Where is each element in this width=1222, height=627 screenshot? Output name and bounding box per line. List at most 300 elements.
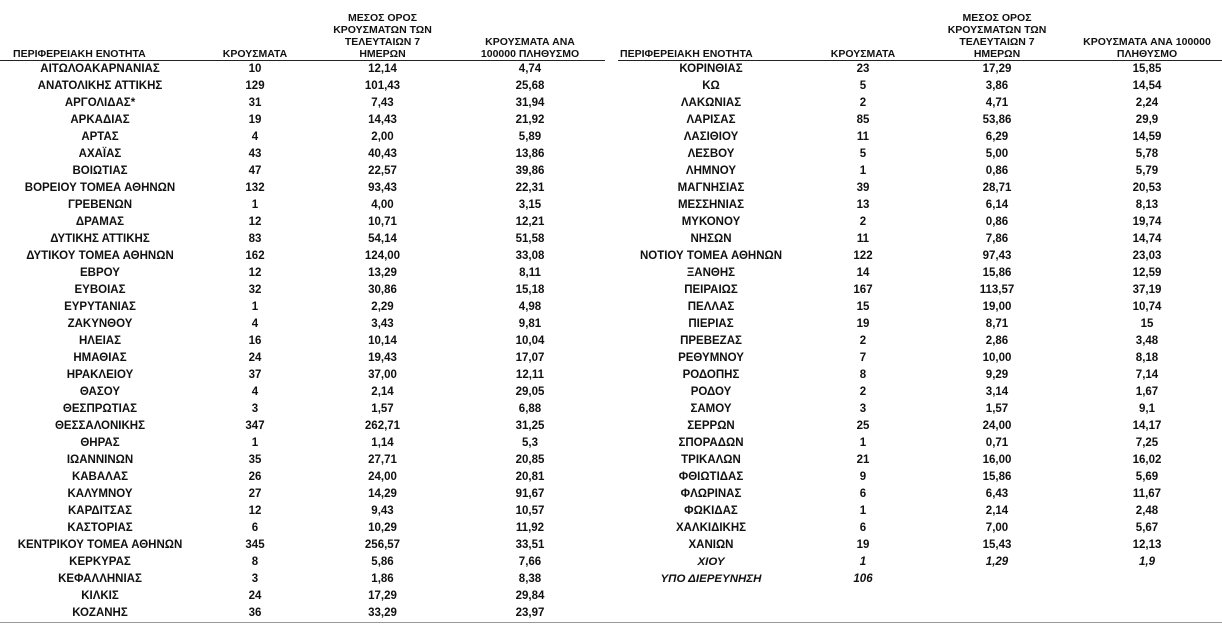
cases-cell: 7 — [859, 352, 867, 364]
table-row — [0, 605, 605, 622]
table-row — [0, 95, 605, 112]
cases-cell: 1 — [251, 199, 259, 211]
per100k-cell: 5,69 — [1135, 471, 1159, 483]
avg7-cell: 40,43 — [368, 148, 397, 160]
per100k-cell: 12,21 — [515, 216, 545, 228]
per100k-cell: 16,02 — [1132, 454, 1162, 466]
cases-cell: 27 — [248, 488, 262, 500]
avg7-cell: 2,00 — [371, 131, 394, 143]
region-cell: ΜΥΚΟΝΟΥ — [681, 216, 741, 228]
table-row — [618, 333, 1222, 350]
avg7-cell: 6,43 — [985, 488, 1009, 500]
table-row — [0, 486, 605, 503]
cases-cell: 2 — [859, 216, 867, 228]
cases-cell: 5 — [859, 80, 867, 92]
avg7-cell: 19,00 — [982, 301, 1012, 313]
region-cell: ΚΟΖΑΝΗΣ — [72, 607, 128, 619]
avg7-cell: 10,14 — [368, 335, 397, 347]
per100k-cell: 10,04 — [515, 335, 545, 347]
table-row — [618, 401, 1222, 418]
per100k-cell: 9,81 — [518, 318, 542, 330]
cases-cell: 12 — [248, 267, 262, 279]
avg7-cell: 262,71 — [364, 420, 401, 432]
cases-cell: 3 — [251, 573, 259, 585]
table-row — [618, 384, 1222, 401]
avg7-cell: 13,29 — [368, 267, 397, 279]
avg7-cell: 12,14 — [368, 63, 397, 75]
cases-cell: 122 — [853, 250, 873, 262]
avg7-cell: 5,86 — [371, 556, 394, 568]
cases-cell: 83 — [248, 233, 262, 245]
avg7-cell: 0,86 — [985, 165, 1009, 177]
region-cell: ΒΟΙΩΤΙΑΣ — [72, 165, 128, 177]
per100k-cell: 14,54 — [1132, 80, 1162, 92]
table-row — [0, 61, 605, 79]
region-cell: ΑΡΤΑΣ — [81, 131, 119, 143]
region-cell: ΧΑΝΙΩΝ — [688, 539, 734, 551]
header-per100k: ΚΡΟΥΣΜΑΤΑ ΑΝΑ 100000 ΠΛΗΘΥΣΜΟ — [480, 36, 580, 60]
table-row — [618, 486, 1222, 503]
region-cell: ΜΕΣΣΗΝΙΑΣ — [677, 199, 745, 211]
cases-table-left — [0, 0, 605, 622]
per100k-cell: 5,78 — [1135, 148, 1159, 160]
cases-cell: 1 — [859, 556, 867, 568]
cases-cell: 3 — [251, 403, 259, 415]
table-row — [618, 61, 1222, 79]
avg7-cell: 6,14 — [985, 199, 1009, 211]
cases-cell: 35 — [248, 454, 262, 466]
table-row — [618, 265, 1222, 282]
region-cell: ΔΡΑΜΑΣ — [75, 216, 125, 228]
avg7-cell: 3,86 — [985, 80, 1009, 92]
cases-cell: 12 — [248, 216, 262, 228]
avg7-cell: 3,43 — [371, 318, 394, 330]
per100k-cell: 20,85 — [515, 454, 545, 466]
cases-cell: 6 — [859, 488, 867, 500]
table-row — [0, 520, 605, 537]
region-cell: ΝΗΣΩΝ — [690, 233, 732, 245]
avg7-cell: 4,71 — [985, 97, 1009, 109]
table-row — [618, 520, 1222, 537]
cases-cell: 85 — [856, 114, 870, 126]
per100k-cell: 3,48 — [1135, 335, 1159, 347]
cases-cell: 19 — [248, 114, 262, 126]
cases-cell: 1 — [251, 437, 259, 449]
per100k-cell: 15 — [1140, 318, 1154, 330]
per100k-cell: 31,25 — [515, 420, 545, 432]
avg7-cell: 14,43 — [368, 114, 397, 126]
table-row — [618, 163, 1222, 180]
cases-cell: 8 — [859, 369, 867, 381]
per100k-cell: 1,9 — [1139, 556, 1155, 568]
per100k-cell: 3,15 — [518, 199, 542, 211]
per100k-cell: 12,13 — [1132, 539, 1162, 551]
region-cell: ΠΕΙΡΑΙΩΣ — [684, 284, 738, 296]
region-cell: ΞΑΝΘΗΣ — [686, 267, 736, 279]
region-cell: ΦΘΙΩΤΙΔΑΣ — [678, 471, 744, 483]
avg7-cell: 256,57 — [364, 539, 401, 551]
avg7-cell: 2,29 — [371, 301, 394, 313]
table-row — [0, 231, 605, 248]
cases-cell: 25 — [856, 420, 870, 432]
avg7-cell: 0,86 — [985, 216, 1009, 228]
region-cell: ΠΙΕΡΙΑΣ — [688, 318, 734, 330]
region-cell: ΕΥΒΟΙΑΣ — [74, 284, 126, 296]
cases-cell: 132 — [245, 182, 265, 194]
table-row — [0, 469, 605, 486]
cases-cell: 6 — [251, 522, 259, 534]
region-cell: ΛΑΚΩΝΙΑΣ — [680, 97, 742, 109]
avg7-cell: 2,86 — [985, 335, 1009, 347]
cases-cell: 31 — [248, 97, 262, 109]
per100k-cell: 25,68 — [515, 80, 545, 92]
table-row — [0, 163, 605, 180]
per100k-cell: 31,94 — [515, 97, 545, 109]
per100k-cell: 4,98 — [518, 301, 542, 313]
table-row — [618, 503, 1222, 520]
per100k-cell: 8,38 — [518, 573, 542, 585]
avg7-cell: 101,43 — [364, 80, 401, 92]
region-cell: ΚΙΛΚΙΣ — [81, 590, 119, 602]
region-cell: ΚΟΡΙΝΘΙΑΣ — [679, 63, 743, 75]
region-cell: ΚΑΡΔΙΤΣΑΣ — [67, 505, 133, 517]
cases-cell: 36 — [248, 607, 262, 619]
region-cell: ΡΟΔΟΠΗΣ — [682, 369, 740, 381]
region-cell: ΧΙΟΥ — [697, 556, 725, 568]
table-body-right — [618, 61, 1222, 589]
region-cell: ΛΕΣΒΟΥ — [687, 148, 735, 160]
cases-cell: 10 — [248, 63, 262, 75]
avg7-cell: 22,57 — [368, 165, 397, 177]
avg7-cell: 24,00 — [368, 471, 397, 483]
region-cell: ΕΥΡΥΤΑΝΙΑΣ — [64, 301, 136, 313]
cases-cell: 162 — [245, 250, 265, 262]
per100k-cell: 12,59 — [1132, 267, 1162, 279]
avg7-cell: 8,71 — [985, 318, 1009, 330]
per100k-cell: 8,13 — [1135, 199, 1159, 211]
per100k-cell: 23,97 — [515, 607, 545, 619]
cases-cell: 9 — [859, 471, 867, 483]
per100k-cell: 2,24 — [1135, 97, 1159, 109]
per100k-cell: 15,85 — [1132, 63, 1162, 75]
header-cases: ΚΡΟΥΣΜΑΤΑ — [222, 48, 288, 60]
per100k-cell: 17,07 — [515, 352, 545, 364]
cases-cell: 4 — [251, 131, 259, 143]
table-row — [618, 231, 1222, 248]
table-row — [0, 554, 605, 571]
per100k-cell: 19,74 — [1132, 216, 1162, 228]
table-row — [0, 333, 605, 350]
avg7-cell: 97,43 — [982, 250, 1012, 262]
region-cell: ΕΒΡΟΥ — [80, 267, 120, 279]
per100k-cell: 4,74 — [518, 63, 542, 75]
table-row — [0, 435, 605, 452]
table-row — [0, 452, 605, 469]
table-row — [618, 571, 1222, 588]
per100k-cell: 1,67 — [1135, 386, 1159, 398]
table-row — [0, 265, 605, 282]
region-cell: ΠΕΛΛΑΣ — [687, 301, 735, 313]
table-row — [618, 452, 1222, 469]
avg7-cell — [922, 571, 1072, 588]
cases-cell: 11 — [856, 233, 870, 245]
region-cell: ΥΠΟ ΔΙΕΡΕΥΝΗΣΗ — [660, 573, 762, 585]
per100k-cell: 11,92 — [515, 522, 545, 534]
cases-cell: 1 — [251, 301, 259, 313]
avg7-cell: 7,43 — [371, 97, 394, 109]
avg7-cell: 4,00 — [371, 199, 394, 211]
table-row — [618, 248, 1222, 265]
region-cell: ΔΥΤΙΚΟΥ ΤΟΜΕΑ ΑΘΗΝΩΝ — [26, 250, 174, 262]
per100k-cell: 5,79 — [1135, 165, 1159, 177]
table-row — [618, 299, 1222, 316]
region-cell: ΛΑΣΙΘΙΟΥ — [683, 131, 739, 143]
region-cell: ΣΕΡΡΩΝ — [687, 420, 735, 432]
cases-cell: 4 — [251, 318, 259, 330]
table-body-left — [0, 61, 605, 623]
table-row — [618, 214, 1222, 231]
region-cell: ΡΟΔΟΥ — [690, 386, 732, 398]
per100k-cell: 11,67 — [1132, 488, 1162, 500]
per100k-cell: 29,9 — [1135, 114, 1159, 126]
table-row — [0, 197, 605, 214]
region-cell: ΠΡΕΒΕΖΑΣ — [680, 335, 742, 347]
per100k-cell: 23,03 — [1132, 250, 1162, 262]
table-row — [618, 316, 1222, 333]
region-cell: ΚΕΝΤΡΙΚΟΥ ΤΟΜΕΑ ΑΘΗΝΩΝ — [17, 539, 183, 551]
cases-cell: 15 — [856, 301, 870, 313]
table-row — [618, 469, 1222, 486]
region-cell: ΜΑΓΝΗΣΙΑΣ — [677, 182, 745, 194]
region-cell: ΘΗΡΑΣ — [80, 437, 120, 449]
per100k-cell: 5,3 — [522, 437, 538, 449]
table-row — [0, 384, 605, 401]
region-cell: ΛΗΜΝΟΥ — [685, 165, 737, 177]
table-row — [0, 401, 605, 418]
table-row — [618, 537, 1222, 554]
table-row — [0, 299, 605, 316]
cases-cell: 47 — [248, 165, 262, 177]
table-row — [618, 367, 1222, 384]
header-avg7: ΜΕΣΟΣ ΟΡΟΣ ΚΡΟΥΣΜΑΤΩΝ ΤΩΝ ΤΕΛΕΥΤΑΙΩΝ 7 ΗΜΕΡΩΝ — [333, 12, 432, 60]
per100k-cell: 39,86 — [515, 165, 545, 177]
region-cell: ΗΡΑΚΛΕΙΟΥ — [66, 369, 134, 381]
table-row — [618, 197, 1222, 214]
avg7-cell: 3,14 — [985, 386, 1009, 398]
region-cell: ΙΩΑΝΝΙΝΩΝ — [66, 454, 134, 466]
per100k-cell: 15,18 — [515, 284, 545, 296]
avg7-cell: 15,43 — [982, 539, 1012, 551]
per100k-cell: 2,48 — [1135, 505, 1159, 517]
table-row — [0, 503, 605, 520]
avg7-cell: 14,29 — [368, 488, 397, 500]
cases-cell: 2 — [859, 386, 867, 398]
region-cell: ΛΑΡΙΣΑΣ — [686, 114, 736, 126]
region-cell: ΑΡΚΑΔΙΑΣ — [70, 114, 130, 126]
cases-cell: 106 — [853, 573, 873, 585]
cases-table-right — [618, 0, 1222, 588]
cases-cell: 21 — [856, 454, 870, 466]
cases-cell: 3 — [859, 403, 867, 415]
avg7-cell: 16,00 — [982, 454, 1012, 466]
table-row — [0, 418, 605, 435]
table-row — [0, 282, 605, 299]
avg7-cell: 17,29 — [368, 590, 397, 602]
per100k-cell: 5,89 — [518, 131, 542, 143]
region-cell: ΚΑΒΑΛΑΣ — [71, 471, 129, 483]
per100k-cell: 7,25 — [1135, 437, 1159, 449]
table-row — [618, 282, 1222, 299]
table-row — [618, 112, 1222, 129]
cases-cell: 19 — [856, 318, 870, 330]
header-region: ΠΕΡΙΦΕΡΕΙΑΚΗ ΕΝΟΤΗΤΑ — [620, 48, 753, 60]
cases-cell: 23 — [856, 63, 870, 75]
table-row — [618, 435, 1222, 452]
cases-cell: 11 — [856, 131, 870, 143]
cases-cell: 347 — [245, 420, 265, 432]
region-cell: ΘΑΣΟΥ — [79, 386, 121, 398]
table-row — [618, 350, 1222, 367]
per100k-cell: 51,58 — [515, 233, 545, 245]
region-cell: ΒΟΡΕΙΟΥ ΤΟΜΕΑ ΑΘΗΝΩΝ — [24, 182, 176, 194]
cases-cell: 26 — [248, 471, 262, 483]
per100k-cell: 13,86 — [515, 148, 545, 160]
region-cell: ΚΕΦΑΛΛΗΝΙΑΣ — [58, 573, 142, 585]
avg7-cell: 9,43 — [371, 505, 394, 517]
cases-cell: 1 — [859, 437, 867, 449]
table-row — [618, 95, 1222, 112]
cases-cell: 5 — [859, 148, 867, 160]
cases-cell: 39 — [856, 182, 870, 194]
table-row — [618, 554, 1222, 571]
table-row — [0, 571, 605, 588]
table-row — [0, 129, 605, 146]
cases-cell: 43 — [248, 148, 262, 160]
avg7-cell: 5,00 — [985, 148, 1009, 160]
region-cell: ΔΥΤΙΚΗΣ ΑΤΤΙΚΗΣ — [50, 233, 150, 245]
avg7-cell: 124,00 — [364, 250, 401, 262]
cases-cell: 16 — [248, 335, 262, 347]
per100k-cell: 9,1 — [1139, 403, 1155, 415]
avg7-cell: 2,14 — [985, 505, 1009, 517]
per100k-cell: 5,67 — [1135, 522, 1159, 534]
cases-cell: 2 — [859, 97, 867, 109]
cases-cell: 13 — [856, 199, 870, 211]
avg7-cell: 24,00 — [982, 420, 1012, 432]
cases-cell: 129 — [245, 80, 265, 92]
per100k-cell: 10,74 — [1132, 301, 1162, 313]
avg7-cell: 1,29 — [985, 556, 1009, 568]
table-row — [618, 78, 1222, 95]
header-row — [618, 0, 1222, 60]
table-row — [0, 248, 605, 265]
avg7-cell: 28,71 — [982, 182, 1012, 194]
per100k-cell: 33,51 — [515, 539, 545, 551]
table-row — [0, 367, 605, 384]
table-row — [618, 146, 1222, 163]
region-cell: ΓΡΕΒΕΝΩΝ — [67, 199, 133, 211]
per100k-cell: 8,18 — [1135, 352, 1159, 364]
avg7-cell: 1,57 — [985, 403, 1009, 415]
region-cell: ΧΑΛΚΙΔΙΚΗΣ — [675, 522, 747, 534]
cases-cell: 24 — [248, 590, 262, 602]
region-cell: ΣΠΟΡΑΔΩΝ — [678, 437, 744, 449]
table-row — [0, 214, 605, 231]
avg7-cell: 10,00 — [982, 352, 1012, 364]
table-row — [0, 78, 605, 95]
avg7-cell: 1,57 — [371, 403, 394, 415]
bottom-rule — [0, 622, 1222, 623]
region-cell: ΚΕΡΚΥΡΑΣ — [69, 556, 131, 568]
cases-cell: 6 — [859, 522, 867, 534]
avg7-cell: 37,00 — [368, 369, 397, 381]
cases-cell: 4 — [251, 386, 259, 398]
per100k-cell: 29,84 — [515, 590, 545, 602]
cases-cell: 12 — [248, 505, 262, 517]
table-row — [0, 588, 605, 605]
region-cell: ΣΑΜΟΥ — [690, 403, 732, 415]
cases-cell: 2 — [859, 335, 867, 347]
per100k-cell: 14,74 — [1132, 233, 1162, 245]
header-per100k: ΚΡΟΥΣΜΑΤΑ ΑΝΑ 100000 ΠΛΗΘΥΣΜΟ — [1083, 36, 1211, 60]
avg7-cell: 6,29 — [985, 131, 1009, 143]
table-row — [0, 316, 605, 333]
region-cell: ΤΡΙΚΑΛΩΝ — [681, 454, 741, 466]
avg7-cell: 53,86 — [982, 114, 1012, 126]
per100k-cell: 10,57 — [515, 505, 545, 517]
avg7-cell: 1,14 — [371, 437, 394, 449]
table-row — [0, 537, 605, 554]
per100k-cell: 7,66 — [518, 556, 542, 568]
avg7-cell: 0,71 — [985, 437, 1009, 449]
avg7-cell: 17,29 — [982, 63, 1012, 75]
avg7-cell: 27,71 — [368, 454, 397, 466]
region-cell: ΝΟΤΙΟΥ ΤΟΜΕΑ ΑΘΗΝΩΝ — [639, 250, 783, 262]
avg7-cell: 10,29 — [368, 522, 397, 534]
region-cell: ΑΧΑΪΑΣ — [78, 148, 122, 160]
per100k-cell: 14,17 — [1132, 420, 1162, 432]
region-cell: ΘΕΣΠΡΩΤΙΑΣ — [62, 403, 138, 415]
region-cell: ΖΑΚΥΝΘΟΥ — [67, 318, 133, 330]
avg7-cell: 2,14 — [371, 386, 394, 398]
avg7-cell: 19,43 — [368, 352, 397, 364]
table-row — [0, 180, 605, 197]
region-cell: ΑΡΓΟΛΙΔΑΣ* — [64, 97, 136, 109]
cases-cell: 8 — [251, 556, 259, 568]
region-cell: ΑΙΤΩΛΟΑΚΑΡΝΑΝΙΑΣ — [40, 63, 160, 75]
table-row — [0, 112, 605, 129]
avg7-cell: 1,86 — [371, 573, 394, 585]
region-cell: ΘΕΣΣΑΛΟΝΙΚΗΣ — [54, 420, 146, 432]
avg7-cell: 10,71 — [368, 216, 397, 228]
avg7-cell: 113,57 — [979, 284, 1015, 296]
cases-cell: 1 — [859, 505, 867, 517]
cases-cell: 345 — [245, 539, 265, 551]
per100k-cell: 29,05 — [515, 386, 545, 398]
cases-cell: 19 — [856, 539, 870, 551]
header-cases: ΚΡΟΥΣΜΑΤΑ — [830, 48, 896, 60]
per100k-cell: 20,53 — [1132, 182, 1162, 194]
region-cell: ΦΛΩΡΙΝΑΣ — [680, 488, 742, 500]
avg7-cell: 33,29 — [368, 607, 397, 619]
region-cell: ΦΩΚΙΔΑΣ — [684, 505, 738, 517]
per100k-cell: 21,92 — [515, 114, 545, 126]
avg7-cell: 7,00 — [985, 522, 1009, 534]
region-cell: ΡΕΘΥΜΝΟΥ — [678, 352, 744, 364]
cases-cell: 32 — [248, 284, 262, 296]
per100k-cell: 6,88 — [518, 403, 542, 415]
table-row — [618, 180, 1222, 197]
